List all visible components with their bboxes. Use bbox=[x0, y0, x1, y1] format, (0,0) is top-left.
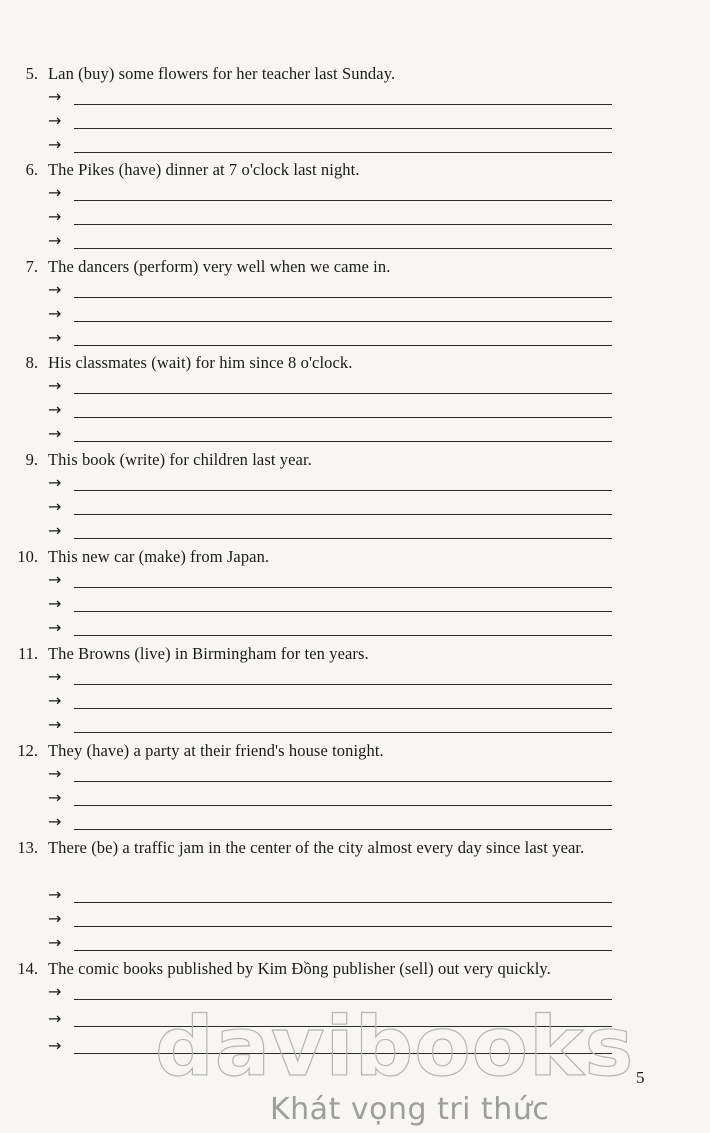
answer-line[interactable] bbox=[48, 885, 612, 906]
page-number: 5 bbox=[636, 1068, 645, 1087]
arrow-icon: → bbox=[48, 111, 62, 130]
arrow-icon: → bbox=[48, 135, 62, 154]
watermark-logo: davibooks bbox=[155, 1000, 635, 1095]
arrow-icon: → bbox=[48, 207, 62, 226]
arrow-icon: → bbox=[48, 473, 62, 492]
arrow-icon: → bbox=[48, 885, 62, 904]
arrow-icon: → bbox=[48, 400, 62, 419]
answer-line[interactable] bbox=[48, 764, 612, 785]
answer-line[interactable] bbox=[48, 812, 612, 833]
answer-line[interactable] bbox=[48, 909, 612, 930]
answer-line[interactable] bbox=[48, 691, 612, 712]
answer-line[interactable] bbox=[48, 424, 612, 445]
exercise-number: 10. bbox=[17, 547, 38, 566]
arrow-icon: → bbox=[48, 667, 62, 686]
exercise-number: 7. bbox=[25, 257, 38, 276]
arrow-icon: → bbox=[48, 87, 62, 106]
arrow-icon: → bbox=[48, 1036, 62, 1055]
exercise-prompt: The Pikes (have) dinner at 7 o'clock last night. bbox=[48, 160, 360, 179]
answer-line[interactable] bbox=[48, 788, 612, 809]
arrow-icon: → bbox=[48, 715, 62, 734]
exercise-prompt: Lan (buy) some flowers for her teacher last Sunday. bbox=[48, 64, 396, 83]
arrow-icon: → bbox=[48, 788, 62, 807]
answer-line[interactable] bbox=[48, 521, 612, 542]
exercise-number: 11. bbox=[17, 644, 38, 663]
answer-line[interactable] bbox=[48, 231, 612, 252]
arrow-icon: → bbox=[48, 183, 62, 202]
arrow-icon: → bbox=[48, 691, 62, 710]
answer-line[interactable] bbox=[48, 618, 612, 639]
answer-line[interactable] bbox=[48, 207, 612, 228]
answer-line[interactable] bbox=[48, 87, 612, 108]
arrow-icon: → bbox=[48, 618, 62, 637]
answer-line[interactable] bbox=[48, 570, 612, 591]
exercise-prompt: They (have) a party at their friend's house tonight. bbox=[48, 741, 384, 760]
answer-line[interactable] bbox=[48, 183, 612, 204]
arrow-icon: → bbox=[48, 933, 62, 952]
exercise-number: 6. bbox=[25, 160, 38, 179]
answer-line[interactable] bbox=[48, 715, 612, 736]
exercise-number: 12. bbox=[17, 741, 38, 760]
arrow-icon: → bbox=[48, 764, 62, 783]
answer-line[interactable] bbox=[48, 135, 612, 156]
answer-line[interactable] bbox=[48, 497, 612, 518]
exercise-prompt: This book (write) for children last year. bbox=[48, 450, 312, 469]
answer-line[interactable] bbox=[48, 933, 612, 954]
arrow-icon: → bbox=[48, 594, 62, 613]
arrow-icon: → bbox=[48, 909, 62, 928]
arrow-icon: → bbox=[48, 570, 62, 589]
arrow-icon: → bbox=[48, 1009, 62, 1028]
exercise-prompt: His classmates (wait) for him since 8 o'clock. bbox=[48, 353, 353, 372]
arrow-icon: → bbox=[48, 231, 62, 250]
arrow-icon: → bbox=[48, 812, 62, 831]
arrow-icon: → bbox=[48, 521, 62, 540]
answer-line[interactable] bbox=[48, 473, 612, 494]
arrow-icon: → bbox=[48, 280, 62, 299]
exercise-prompt: The dancers (perform) very well when we came in. bbox=[48, 257, 391, 276]
answer-line[interactable] bbox=[48, 376, 612, 397]
exercise-prompt: The comic books published by Kim Đồng publisher (sell) out very quickly. bbox=[48, 959, 551, 978]
answer-line[interactable] bbox=[48, 111, 612, 132]
exercise-number: 9. bbox=[25, 450, 38, 469]
answer-line[interactable] bbox=[48, 280, 612, 301]
arrow-icon: → bbox=[48, 424, 62, 443]
watermark-slogan: Khát vọng tri thức bbox=[270, 1092, 550, 1127]
exercise-number: 5. bbox=[25, 64, 38, 83]
exercise-prompt: This new car (make) from Japan. bbox=[48, 547, 270, 566]
exercise-prompt: The Browns (live) in Birmingham for ten years. bbox=[48, 644, 369, 663]
exercise-number: 13. bbox=[17, 838, 38, 857]
arrow-icon: → bbox=[48, 982, 62, 1001]
exercise-number: 14. bbox=[17, 959, 38, 978]
exercise-number: 8. bbox=[25, 353, 38, 372]
arrow-icon: → bbox=[48, 304, 62, 323]
answer-line[interactable] bbox=[48, 328, 612, 349]
exercise-prompt: There (be) a traffic jam in the center of the city almost every day since last year. bbox=[48, 838, 585, 857]
arrow-icon: → bbox=[48, 497, 62, 516]
answer-line[interactable] bbox=[48, 594, 612, 615]
answer-line[interactable] bbox=[48, 304, 612, 325]
arrow-icon: → bbox=[48, 328, 62, 347]
answer-line[interactable] bbox=[48, 667, 612, 688]
answer-line[interactable] bbox=[48, 400, 612, 421]
arrow-icon: → bbox=[48, 376, 62, 395]
